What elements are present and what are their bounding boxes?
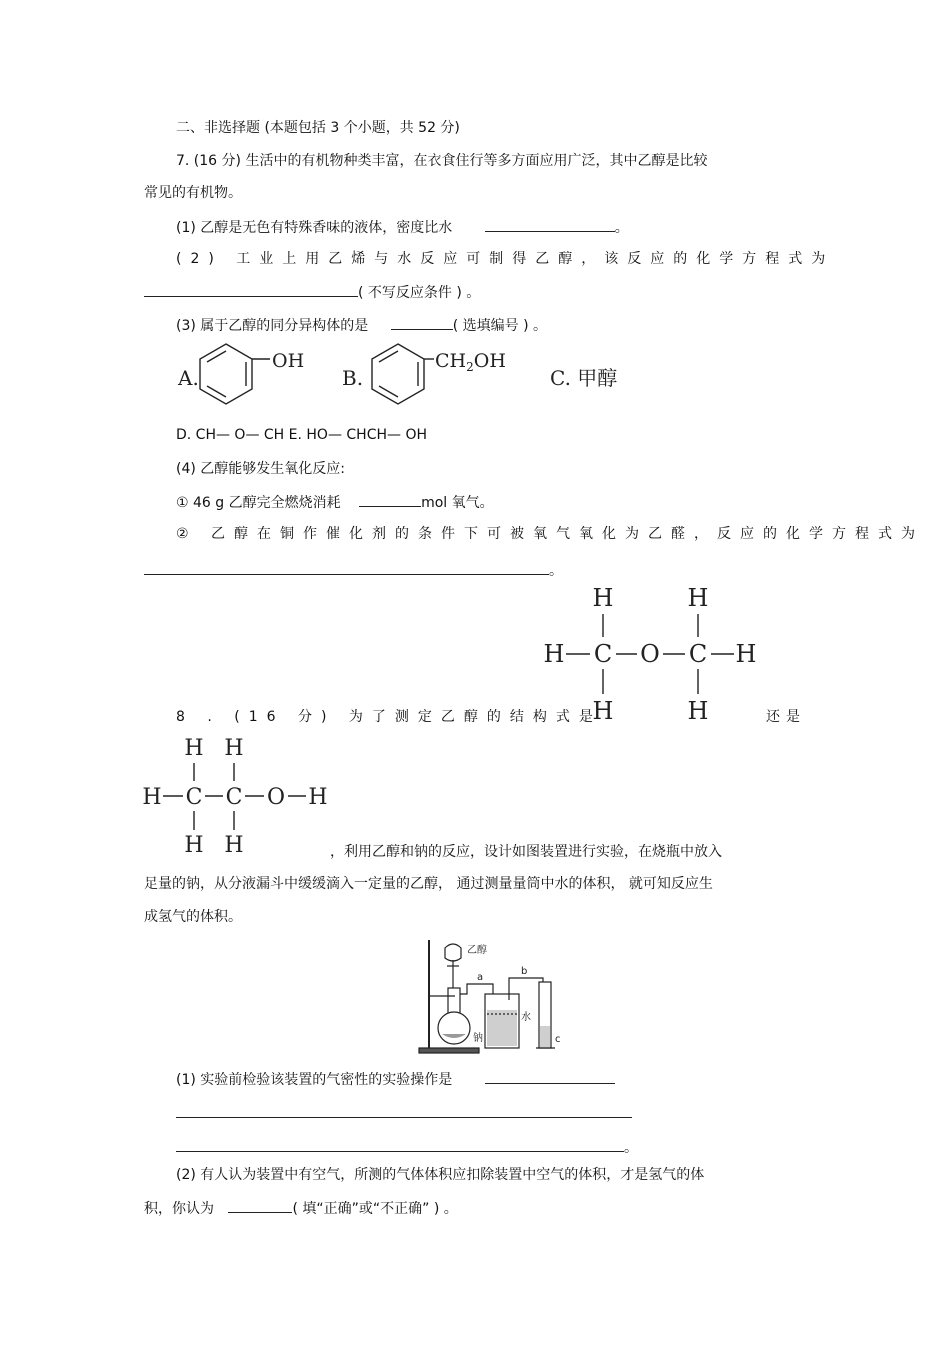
svg-text:c: c xyxy=(555,1034,561,1045)
svg-text:C: C xyxy=(593,640,613,668)
q7-part1 xyxy=(176,217,629,238)
svg-text:乙醇: 乙醇 xyxy=(467,945,487,956)
svg-text:C: C xyxy=(185,785,203,810)
svg-text:H: H xyxy=(543,640,565,668)
option-a-group: OH xyxy=(272,350,305,372)
q7-part1-end: 。 xyxy=(614,220,629,236)
q7-part4: (4) 乙醇能够发生氧化反应: xyxy=(176,461,345,477)
q8-part1-blank-1[interactable] xyxy=(485,1069,615,1084)
structure-dimethyl-ether xyxy=(540,582,770,727)
svg-text:水: 水 xyxy=(521,1012,531,1023)
option-b-group: $CH_2OH$ xyxy=(435,350,506,374)
q7-options-structures xyxy=(170,340,640,420)
q7-part4-2-answer xyxy=(144,560,563,581)
q7-part4-2-blank[interactable] xyxy=(144,560,549,575)
q7-intro-line1: 7. (16 分) 生活中的有机物种类丰富，在衣食住行等多方面应用广泛，其中乙醇是比较 xyxy=(176,153,708,169)
svg-text:H: H xyxy=(224,736,244,761)
q8-part1-blank-2[interactable] xyxy=(176,1103,632,1118)
apparatus-diagram xyxy=(415,938,575,1056)
svg-text:H: H xyxy=(224,833,244,858)
svg-text:H: H xyxy=(687,697,709,725)
q7-part1-text: (1) 乙醇是无色有特殊香味的液体，密度比水 xyxy=(176,220,453,236)
q7-part4-1 xyxy=(176,492,494,513)
q8-part2-blank[interactable] xyxy=(228,1198,292,1213)
q7-options-de: D. CH— O— CH E. HO— CHCH— OH xyxy=(176,427,428,443)
q7-part4-2-end: 。 xyxy=(549,563,563,579)
svg-text:H: H xyxy=(142,785,162,810)
structure-ethanol xyxy=(140,735,340,860)
svg-text:O: O xyxy=(640,640,660,668)
q7-part4-1-text: ① 46 g 乙醇完全燃烧消耗 xyxy=(176,495,341,511)
q8-intro-c: ，利用乙醇和钠的反应，设计如图装置进行实验，在烧瓶中放入 xyxy=(330,844,722,860)
q7-intro-line2: 常见的有机物。 xyxy=(144,185,242,201)
q8-part2-text: 积，你认为 xyxy=(144,1201,214,1217)
option-a-benzene-ring xyxy=(200,344,270,404)
q8-part2-end: ( 填“正确”或“不正确” ) 。 xyxy=(292,1201,458,1217)
option-c: C. 甲醇 xyxy=(550,366,618,390)
q8-part1-end: 。 xyxy=(624,1140,638,1156)
q7-part3 xyxy=(176,315,547,336)
q8-part1-blank-3[interactable] xyxy=(176,1137,624,1152)
svg-text:H: H xyxy=(687,584,709,612)
option-b-benzene-ring xyxy=(372,344,434,404)
q7-part2-line1: (2) 工业上用乙烯与水反应可制得乙醇，该反应的化学方程式为 xyxy=(176,251,835,267)
q7-part4-1-end: mol 氧气。 xyxy=(421,495,494,511)
svg-text:H: H xyxy=(308,785,328,810)
svg-text:H: H xyxy=(184,833,204,858)
q7-part3-end: ( 选填编号 ) 。 xyxy=(452,318,548,334)
q7-part4-1-blank[interactable] xyxy=(359,492,421,507)
q8-intro-e: 成氢气的体积。 xyxy=(144,909,242,925)
svg-text:a: a xyxy=(477,972,484,983)
svg-text:H: H xyxy=(184,736,204,761)
q7-part2-line2 xyxy=(144,282,480,303)
svg-text:C: C xyxy=(225,785,243,810)
option-a-label: A. xyxy=(178,366,199,390)
q8-intro-b: 还是 xyxy=(766,709,806,725)
q8-part2-line2 xyxy=(144,1198,458,1219)
q8-part1-line3 xyxy=(176,1137,638,1158)
q7-part2-blank[interactable] xyxy=(144,282,358,297)
q8-intro-a: 8 . (16 分) 为了测定乙醇的结构式是 xyxy=(176,709,602,725)
q8-part2-line1: (2) 有人认为装置中有空气，所测的气体体积应扣除装置中空气的体积，才是氢气的体 xyxy=(176,1167,705,1183)
svg-text:O: O xyxy=(266,785,286,810)
q8-part1 xyxy=(176,1069,615,1090)
section-header: 二、非选择题 (本题包括 3 个小题，共 52 分) xyxy=(176,120,460,136)
svg-text:H: H xyxy=(735,640,757,668)
q7-part3-text: (3) 属于乙醇的同分异构体的是 xyxy=(176,318,369,334)
q8-intro-d: 足量的钠，从分液漏斗中缓缓滴入一定量的乙醇， 通过测量量筒中水的体积， 就可知反应生 xyxy=(144,876,713,892)
svg-text:钠: 钠 xyxy=(473,1033,483,1044)
q7-part3-blank[interactable] xyxy=(391,315,453,330)
q8-part1-text: (1) 实验前检验该装置的气密性的实验操作是 xyxy=(176,1072,453,1088)
svg-text:H: H xyxy=(592,584,614,612)
svg-text:b: b xyxy=(521,966,528,977)
option-b-label: B. xyxy=(342,366,364,390)
q7-part1-blank[interactable] xyxy=(485,217,615,232)
q7-part4-2: ② 乙醇在铜作催化剂的条件下可被氧气氧化为乙醛，反应的化学方程式为 xyxy=(176,526,924,542)
q8-part1-line2 xyxy=(176,1103,632,1124)
svg-text:H: H xyxy=(592,697,614,725)
svg-text:C: C xyxy=(688,640,708,668)
q7-part2-end: ( 不写反应条件 ) 。 xyxy=(358,285,481,301)
